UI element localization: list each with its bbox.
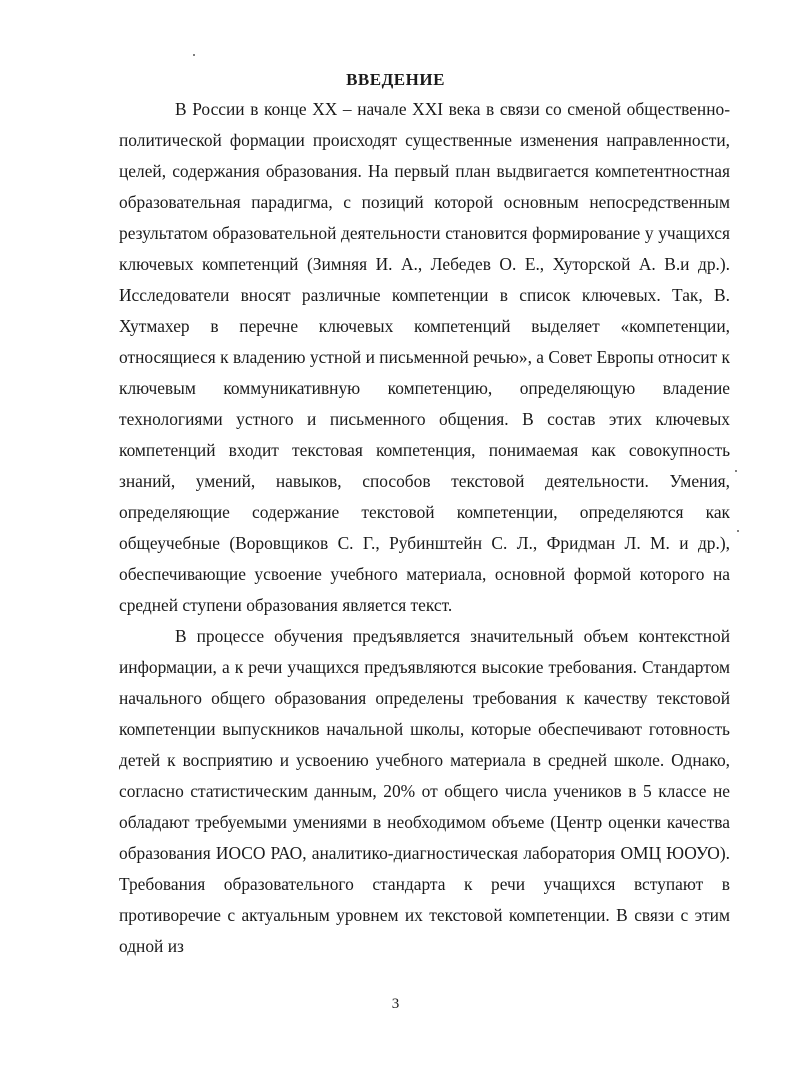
scan-speck	[735, 470, 737, 472]
paragraph-1: В России в конце XX – начале XXI века в связи со сменой общественно-политической формации происходят существенные изменения направленности, целей, содержания образования. На первый план выдвигается компетентностная образовательная парадигма, с позиций которой основным непосредственным результатом образовательной деятельности становится формирование у учащихся ключевых компетенций (Зимняя И. А., Лебедев О. Е., Хуторской А. В.и др.). Исследователи вносят различные компетенции в список ключевых. Так, В. Хутмахер в перечне ключевых компетенций выделяет «компетенции, относящиеся к владению устной и письменной речью», а Совет Европы относит к ключевым коммуникативную компетенцию, определяющую владение технологиями устного и письменного общения. В состав этих ключевых компетенций входит текстовая компетенция, понимаемая как совокупность знаний, умений, навыков, способов текстовой деятельности. Умения, определяющие содержание текстовой компетенции, определяются как общеучебные (Воровщиков С. Г., Рубинштейн С. Л., Фридман Л. М. и др.), обеспечивающие усвоение учебного материала, основной формой которого на средней ступени образования является текст.	[119, 99, 730, 615]
paragraph-2: В процессе обучения предъявляется значительный объем контекстной информации, а к речи учащихся предъявляются высокие требования. Стандартом начального общего образования определены требования к качеству текстовой компетенции выпускников начальной школы, которые обеспечивают готовность детей к восприятию и усвоению учебного материала в средней школе. Однако, согласно статистическим данным, 20% от общего числа учеников в 5 классе не обладают требуемыми умениями в необходимом объеме (Центр оценки качества образования ИОСО РАО, аналитико-диагностическая лаборатория ОМЦ ЮОУО). Требования образовательного стандарта к речи учащихся вступают в противоречие с актуальным уровнем их текстовой компетенции. В связи с этим одной из	[119, 626, 730, 956]
scan-speck	[193, 54, 195, 56]
body-text	[119, 94, 730, 962]
scan-speck	[737, 530, 739, 532]
page-number: 3	[391, 996, 400, 1012]
page-heading: ВВЕДЕНИЕ	[346, 70, 445, 89]
